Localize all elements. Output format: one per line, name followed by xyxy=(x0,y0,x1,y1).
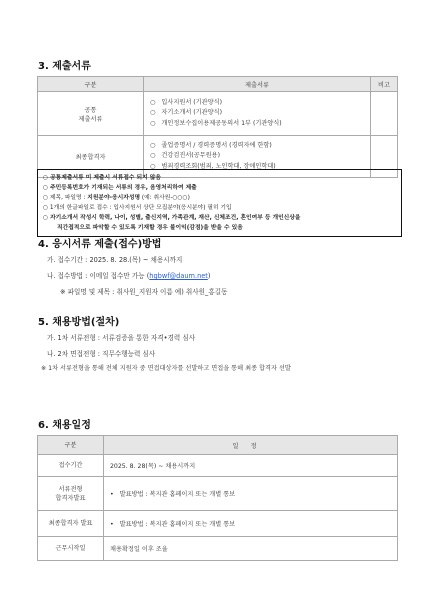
note-line: ○ 제목, 파일명 : 지원분야-응시자성명 (예: 취사원-○○○) xyxy=(43,193,398,203)
table-row xyxy=(38,511,398,537)
row-value: 2025. 8. 28(목) ~ 채용시까지 xyxy=(104,455,398,477)
stage-2: 나. 2차 면접전형 : 직무수행능력 심사 xyxy=(47,350,156,358)
section-6-title: 6. 채용일정 xyxy=(38,420,91,431)
stage-1: 가. 1차 서류전형 : 서류검증을 통한 자격•경력 심사 xyxy=(47,334,196,342)
table-header-row xyxy=(38,436,398,455)
list-item: ○ 자기소개서 (기관양식) xyxy=(150,108,370,119)
selection-note: ※ 1차 서류전형을 통해 전체 지원자 중 면접대상자를 선발하고 면접을 통해 최종 합격자 선발 xyxy=(41,365,291,372)
row-category: 최종합격자 발표 xyxy=(38,511,104,537)
row-value: • 발표방법 : 복지관 홈페이지 또는 개별 통보 xyxy=(104,477,398,511)
row-items xyxy=(144,92,371,136)
note-line: ○ 주민등록번호가 기재되는 서류의 경우, 음영처리하여 제출 xyxy=(43,183,398,193)
table-header-documents: 제출서류 xyxy=(144,77,371,92)
list-item: ○ 건강검진서(공무원용) xyxy=(150,151,370,162)
email-link[interactable]: hgbwf@daum.net xyxy=(149,272,208,280)
receipt-method: 나. 접수방법 : 이메일 접수만 가능 (hgbwf@daum.net) xyxy=(47,272,211,280)
row-category: 근무시작일 xyxy=(38,537,104,561)
row-category: 접수기간 xyxy=(38,455,104,477)
table-row xyxy=(38,537,398,561)
documents-table xyxy=(37,76,398,178)
row-value: • 발표방법 : 복지관 홈페이지 또는 개별 통보 xyxy=(104,511,398,537)
note-line: 직간접적으로 파악할 수 있도록 기재할 경우 불이익(감점)을 받을 수 있음 xyxy=(57,225,243,231)
filename-note: ※ 파일명 및 제목 : 취사원_지원자 이름 예) 취사원_홍길동 xyxy=(60,288,228,296)
section-3-title: 3. 제출서류 xyxy=(38,61,91,72)
table-header-schedule: 일정 xyxy=(104,436,398,455)
row-category: 서류전형 합격자발표 xyxy=(38,477,104,511)
list-item: ○ 개인정보수집이용제공동의서 1부 (기관양식) xyxy=(150,119,370,130)
table-header-category: 구분 xyxy=(38,436,104,455)
row-remarks xyxy=(371,92,398,136)
section-5-title: 5. 채용방법(절차) xyxy=(38,317,120,328)
row-category: 공통 제출서류 xyxy=(38,92,144,136)
list-item: ○ 입사지원서 (기관양식) xyxy=(150,98,370,109)
table-row xyxy=(38,477,398,511)
note-line: ○ 자기소개서 작성시 학력, 나이, 성별, 출신지역, 가족관계, 재산, 신체조건, 혼인여부 등 개인신상을 xyxy=(43,213,398,223)
note-line: ○ 공통제출서류 미 제출시 서류접수 되지 않음 xyxy=(43,173,398,183)
row-value: 채용확정일 이후 조율 xyxy=(104,537,398,561)
note-line: ○ 1개의 한글파일로 접수 : 입사지원서 상단 모집분야(응시분야) 필히 기입 xyxy=(43,203,398,213)
section-4-title: 4. 응시서류 제출(접수)방법 xyxy=(38,239,162,250)
list-item: ○ 범죄경력조회(범죄, 노인학대, 장애인학대) xyxy=(150,162,370,173)
notes-box xyxy=(37,169,402,237)
schedule-table xyxy=(37,435,398,561)
table-row xyxy=(38,92,398,136)
table-header-remarks: 비고 xyxy=(371,77,398,92)
list-item: ○ 졸업증명서 / 경력증명서 (경력자에 한함) xyxy=(150,141,370,152)
row-category: 최종합격자 xyxy=(38,136,144,178)
table-header-category: 구분 xyxy=(38,77,144,92)
receipt-period: 가. 접수기간 : 2025. 8. 28.(목) ~ 채용시까지 xyxy=(47,256,183,264)
table-row xyxy=(38,455,398,477)
table-header-row xyxy=(38,77,398,92)
